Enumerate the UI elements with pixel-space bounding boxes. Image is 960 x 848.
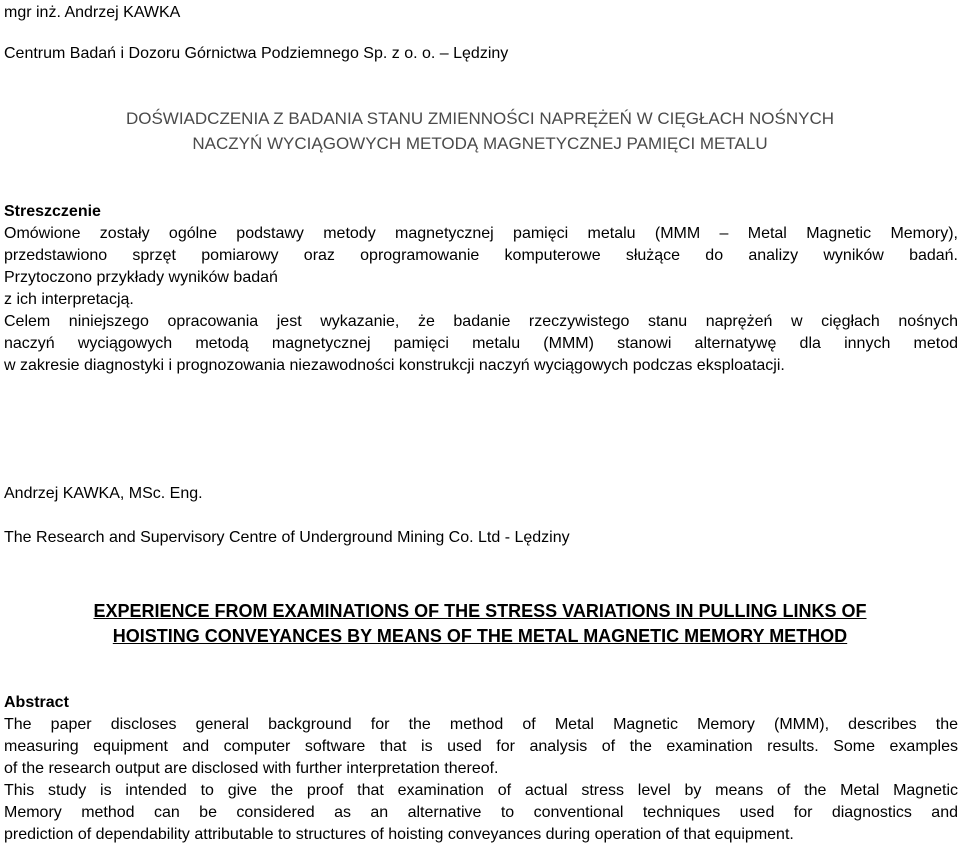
polish-abstract-line: z ich interpretacją. (4, 291, 134, 308)
polish-abstract-line: naczyń wyciągowych metodą magnetycznej pamięci metalu (MMM) stanowi alternatywę dla innych metod (4, 335, 958, 352)
polish-abstract-line: w zakresie diagnostyki i prognozowania niezawodności konstrukcji naczyń wyciągowych podczas eksploatacji. (4, 357, 785, 374)
english-abstract-line: of the research output are disclosed with further interpretation thereof. (4, 760, 499, 777)
english-abstract-line: prediction of dependability attributable to structures of hoisting conveyances during operation of that equipment. (4, 826, 794, 843)
english-abstract-line: This study is intended to give the proof that examination of actual stress level by means of the Metal Magnetic (4, 782, 958, 799)
english-abstract-line: The paper discloses general background for the method of Metal Magnetic Memory (MMM), describes the (4, 716, 958, 733)
english-affiliation: The Research and Supervisory Centre of Underground Mining Co. Ltd - Lędziny (4, 529, 570, 546)
polish-abstract-line: przedstawiono sprzęt pomiarowy oraz oprogramowanie komputerowe służące do analizy wyników badań. (4, 247, 958, 264)
english-title-line-1: EXPERIENCE FROM EXAMINATIONS OF THE STRESS VARIATIONS IN PULLING LINKS OF (93, 601, 867, 621)
polish-author: mgr inż. Andrzej KAWKA (4, 4, 181, 21)
polish-abstract-line: Celem niniejszego opracowania jest wykazanie, że badanie rzeczywistego stanu naprężeń w cięgłach nośnych (4, 313, 958, 330)
polish-title-line-2: NACZYŃ WYCIĄGOWYCH METODĄ MAGNETYCZNEJ PAMIĘCI METALU (192, 134, 768, 153)
english-abstract-line: measuring equipment and computer software that is used for analysis of the examination results. Some examples (4, 738, 958, 755)
polish-title-line-1: DOŚWIADCZENIA Z BADANIA STANU ZMIENNOŚCI NAPRĘŻEŃ W CIĘGŁACH NOŚNYCH (125, 109, 835, 128)
english-abstract-line: Memory method can be considered as an alternative to conventional techniques used for diagnostics and (4, 804, 958, 821)
english-title-line-2: HOISTING CONVEYANCES BY MEANS OF THE METAL MAGNETIC MEMORY METHOD (112, 626, 848, 646)
polish-abstract-heading: Streszczenie (4, 203, 101, 220)
polish-abstract-line: Omówione zostały ogólne podstawy metody magnetycznej pamięci metalu (MMM – Metal Magnetic Memory), (4, 225, 958, 242)
english-abstract-heading: Abstract (4, 694, 69, 711)
english-author: Andrzej KAWKA, MSc. Eng. (4, 485, 203, 502)
polish-abstract-line: Przytoczono przykłady wyników badań (4, 269, 278, 286)
polish-affiliation: Centrum Badań i Dozoru Górnictwa Podziemnego Sp. z o. o. – Lędziny (4, 45, 509, 62)
